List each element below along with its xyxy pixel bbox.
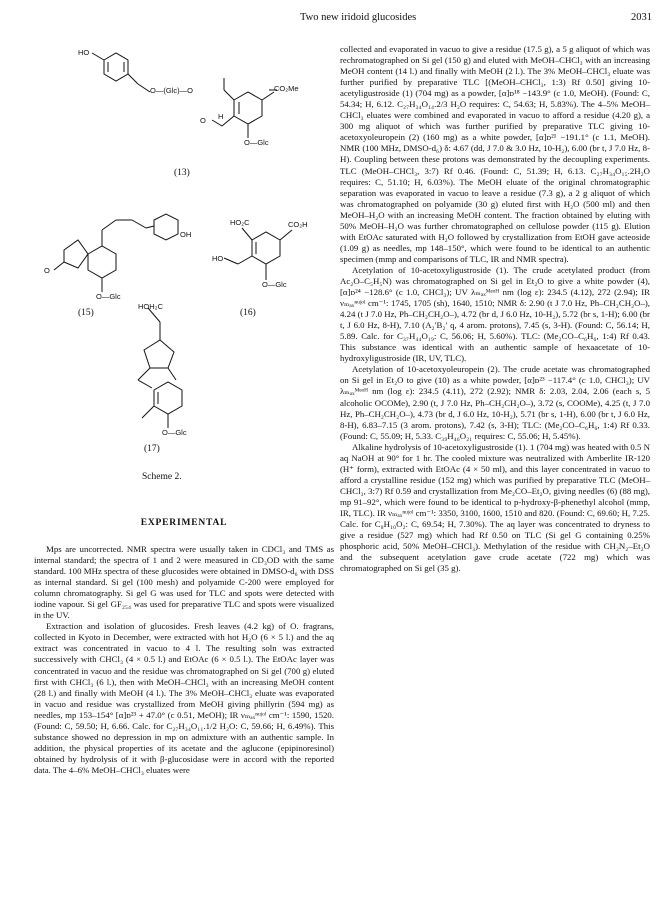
right-column-text bbox=[340, 44, 650, 574]
left-column-text bbox=[34, 544, 334, 776]
paragraph-acetylation-1: Acetylation of 10-acetoxyligustroside (1). The crude acetylated product (from Ac₂O–C₅H₅N) was chromatographed on Si gel in Et₂O to give a white powder (4), [α]ᴅ²⁴ −128.6° (c 1.0, CHCl₃); UV λₘₐₓᴹᵉᵒᴴ nm (log ε): 234.5 (4.12), 272 (2.94); IR νₘₐₓⁿᵘʲᵒˡ cm⁻¹: 1745, 1705 (sh), 1640, 1510; NMR δ: 2.90 (t J 7.0 Hz, Ph–CH₂CH₂O–), 4.24 (t J 7.0 Hz, Ph–CH₂CH₂O–), 4.72 (br d, J 6.0 Hz, 10-H₂), 5.72 (br s, 1-H); 6.00 (br t, J 6.0 Hz, 8-H), 7.10 (A₂′B₂′ q, 4 arom. protons), 7.45 (s, 3-H). (Found: C, 56.14; H, 5.89. Calc. for C₃₇H₄₄O₁₉: C, 56.06; H, 5.60%). TLC: (Me₂CO–C₆H₆, 1:4) Rf 0.43. This substance was identical with an authentic sample of hexaacetate of 10-hydroxyligustroside (IR, UV, TLC). bbox=[340, 264, 650, 364]
phenol-ring-15 bbox=[154, 214, 178, 240]
label-co2me: CO₂Me bbox=[274, 84, 299, 93]
label-ho2c: HO₂C bbox=[230, 218, 250, 227]
label-oglc-16: O—Glc bbox=[262, 280, 287, 289]
label-oh-15: OH bbox=[180, 230, 192, 239]
running-title: Two new iridoid glucosides bbox=[300, 12, 417, 23]
running-header bbox=[0, 12, 672, 26]
experimental-heading: EXPERIMENTAL bbox=[140, 518, 228, 528]
paragraph-methods: Mps are uncorrected. NMR spectra were usually taken in CDCl₃ and TMS as internal standard; the spectra of 1 and 2 were measured in CD₃OD with the same standard. 100 MHz spectra of these glucosides were obtained in DMSO-d₆ with DSS as internal standard. Si gel (100 mesh) and polyamide C-200 were employed for column chromatography. Si gel G was used for TLC and spots were detected with iodine vapour. Si gel GF₂₅₄ was used for preparative TLC and spots were visualized in the UV. bbox=[34, 544, 334, 621]
paragraph-alkaline-hydrolysis: Alkaline hydrolysis of 10-acetoxyligustroside (1). 1 (704 mg) was heated with 0.5 N aq NaOH at 90° for 1 hr. The cooled mixture was neutralized with Amberlite IR-120 (H⁺ form), extracted with EtOAc (4 × 50 ml), and this layer concentrated in vacuo to afford a crystalline residue (152 mg) which was purified by preparative TLC (MeOH–CHCl₃, 3:7) Rf 0.59 and crystallization from Me₂CO–Et₂O, giving needles (6) (88 mg), mp 91–92°, which were found to be identical to p-hydroxy-β-phenethyl alcohol (mmp, IR, TLC). IR νₘₐₓⁿᵘʲᵒˡ cm⁻¹: 3350, 3100, 1600, 1510 and 820. (Found: C, 69.60; H, 7.25. Calc. for C₈H₁₀O₂: C, 69.54; H, 7.30%). The aq layer was concentrated to dryness to give a residue (527 mg) which had Rf 0.50 on TLC (Si gel G containing 0.25% phosphoric acid, 50% MeOH–CHCl₃). Methylation of the residue with CH₂N₂–Et₂O and the subsequent acetylation gave crude acetate (722 mg) which was chromatographed on Si gel (35 g). bbox=[340, 441, 650, 574]
paragraph-extraction: Extraction and isolation of glucosides. Fresh leaves (4.2 kg) of O. fragrans, collected in Kyoto in December, were extracted with hot H₂O (6 × 5 l.) and the aq extract was concentrated in vacuo to 4 l. The resulting soln was extracted successively with CHCl₃ (4 × 0.5 l.) and EtOAc (6 × 0.5 l.). The EtOAc layer was concentrated in vacuo and the residue was chromatographed on Si gel (700 g) eluted first with CHCl₃ (6 l.), then with MeOH–CHCl₃ with an increasing MeOH content (28 l.) and finally with MeOH (4 l.). The 3% MeOH–CHCl₃ eluate was evaporated in vacuo and residue was crystallized from MeOH giving phillyrin (594 mg) as needles, mp 153–154° [α]ᴅ²³ + 47.0° (c 0.51, MeOH); IR νₘₐₓⁿᵘʲᵒˡ cm⁻¹: 1590, 1520. (Found: C, 59.50; H, 6.66. Calc. for C₂₇H₃₄O₁₁.1/2 H₂O: C, 59.66; H, 6.49%). This substance showed no depression in mp on admixture with an authentic sample. In addition, the physical properties of its acetate and the aglucone (epipinoresinol) obtained by hydrolysis of it with β-glucosidase were in accord with the reported data. The 4–6% MeOH–CHCl₃ eluates were bbox=[34, 621, 334, 775]
pyran-ring-13 bbox=[234, 92, 262, 124]
pyran-ring-15 bbox=[88, 246, 116, 278]
label-ho-16: HO bbox=[212, 254, 224, 263]
cyclopentane-17 bbox=[144, 340, 174, 368]
scheme-caption: Scheme 2. bbox=[142, 472, 182, 482]
label-oglc-15: O—Glc bbox=[96, 292, 121, 301]
chemical-structures-drawing bbox=[34, 40, 334, 480]
paragraph-acetylation-2: Acetylation of 10-acetoxyoleuropein (2). The crude acetate was chromatographed on Si gel in Et₂O to give (10) as a white powder, [α]ᴅ²³ −117.4° (c 1.0, CHCl₃); UV λₘₐₓᴹᵉᵒᴴ nm (log ε): 234.5 (4.11), 272 (2.92); NMR δ: 2.03, 2.04, 2.06 (each s, 5 alcoholic OCOMe), 2.90 (t, J 7.0 Hz, Ph–CH₂CH₂O–), 3.72 (s, COOMe), 4.25 (t, J 7.0 Hz, Ph–CH₂CH₂O–), 4.73 (br d, J 6.0 Hz, 10-H₂), 5.71 (br s, 1-H), 6.00 (br t, J 6.0 Hz, 8-H), 6.83–7.15 (3 arom. protons), 7.42 (s, 3-H); TLC: (Me₂CO–C₆H₆, 1:4) Rf 0.33. (Found: C, 55.09; H, 5.33. C₃₉H₄₆O₂₁ requires: C, 55.06; H, 5.45%). bbox=[340, 364, 650, 441]
compound-label-16: (16) bbox=[240, 308, 256, 318]
label-hoh2c: HOH₂C bbox=[138, 302, 163, 311]
scheme-2-figure bbox=[34, 40, 334, 480]
label-o-15: O bbox=[44, 266, 50, 275]
compound-label-15: (15) bbox=[78, 308, 94, 318]
cyclopentane-15 bbox=[64, 240, 88, 268]
label-h-13: H bbox=[218, 112, 224, 121]
paragraph-isolation-continued: collected and evaporated in vacuo to give a residue (17.5 g), a 5 g aliquot of which was rechromatographed on Si gel (150 g) and eluted with MeOH–CHCl₃ with an increasing MeOH content (14 l.) and finally with MeOH (2 l.). The 3% MeOH–CHCl₃ eluate was further purified by preparative TLC [(MeOH–CHCl₃, 1:3) Rf 0.50] giving 10-acetyligustroside (1) (704 mg) as a powder, [α]ᴅ¹⁸ −143.9° (c 1.0, MeOH). (Found: C, 54.34; H, 6.12. C₂₇H₃₄O₁₄.2/3 H₂O requires: C, 54.63; H, 5.83%). The 4–5% MeOH–CHCl₃ eluates were combined and evaporated in vacuo to afford a residue (4.20 g), a 300 mg aliquot of which was further purified by preparative TLC giving 10-acetoxyoleuropein (2) (160 mg) as a white powder, [α]ᴅ²¹ −191.1° (c 1.1, MeOH). NMR (100 MHz, DMSO-d₆) δ: 4.67 (dd, J 7.0 & 3.0 Hz, 10-H₂), 6.00 (br t, J 7.0 Hz, 8-H). Coupling between these protons was demonstrated by the decoupling experiments. TLC (MeOH–CHCl₃, 3:7) Rf 0.46. (Found: C, 51.39; H, 6.13. C₂₇H₃₄O₁₅.2H₂O requires: C, 51.10; H, 6.03%). The MeOH eluate of the original chromatographic separation was evaporated in vacuo to leave a residue (7.3 g), a 2 g aliquot of which was chromatographed on polyamide (30 g) eluted first with H₂O (500 ml) and then MeOH–H₂O with an increasing MeOH content. The fraction obtained by eluting with 50% MeOH–H₂O was further chromatographed on cellulose powder (115 g). Elution with EtOAc saturated with H₂O followed by crystallization from EtOH gave acteoside (1.09 g) as needles, mp 148–150°, which were found to be identical to an authentic specimen (mmp and comparisons of TLC, IR and NMR spectra). bbox=[340, 44, 650, 264]
label-oglc-13: O—Glc bbox=[244, 138, 269, 147]
label-oglc-17: O—Glc bbox=[162, 428, 187, 437]
label-ho-13: HO bbox=[78, 48, 90, 57]
label-glc-linker: O—(Glc)—O bbox=[150, 86, 193, 95]
label-o-13: O bbox=[200, 116, 206, 125]
compound-label-17: (17) bbox=[144, 444, 160, 454]
label-co2h: CO₂H bbox=[288, 220, 308, 229]
page-number: 2031 bbox=[631, 12, 652, 23]
compound-label-13: (13) bbox=[174, 168, 190, 178]
